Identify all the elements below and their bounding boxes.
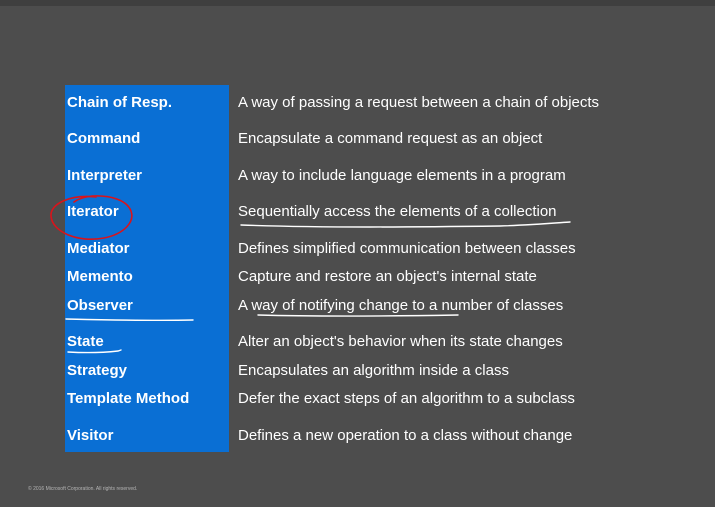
table-row	[0, 237, 715, 261]
table-row	[0, 265, 715, 289]
pattern-name: Memento	[67, 268, 133, 285]
pattern-name: Mediator	[67, 240, 130, 257]
table-row	[0, 91, 715, 115]
table-row	[0, 387, 715, 411]
pattern-name: State	[67, 333, 104, 350]
top-bar	[0, 0, 715, 6]
pattern-description: Sequentially access the elements of a collection	[238, 203, 557, 220]
pattern-description: A way of passing a request between a chain of objects	[238, 94, 600, 111]
pattern-name: Command	[67, 130, 141, 147]
table-row	[0, 294, 715, 318]
pattern-description: Defer the exact steps of an algorithm to a subclass	[238, 390, 575, 407]
table-row	[0, 127, 715, 151]
table-row	[0, 330, 715, 354]
pattern-name: Strategy	[67, 362, 128, 379]
table-row	[0, 424, 715, 448]
table-row	[0, 164, 715, 188]
pattern-name: Visitor	[67, 427, 114, 444]
pattern-description: A way to include language elements in a program	[238, 167, 566, 184]
pattern-description: Encapsulate a command request as an object	[238, 130, 543, 147]
pattern-description: A way of notifying change to a number of classes	[238, 297, 564, 314]
pattern-description: Capture and restore an object's internal state	[238, 268, 537, 285]
pattern-description: Defines simplified communication between classes	[238, 240, 576, 257]
pattern-name: Interpreter	[67, 167, 143, 184]
copyright-footer: © 2016 Microsoft Corporation. All rights reserved.	[28, 486, 138, 492]
table-row	[0, 200, 715, 224]
table-row	[0, 359, 715, 383]
pattern-name: Chain of Resp.	[67, 94, 173, 111]
pattern-name: Observer	[67, 297, 133, 314]
pattern-description: Encapsulates an algorithm inside a class	[238, 362, 509, 379]
pattern-name: Iterator	[67, 203, 119, 220]
pattern-description: Alter an object's behavior when its state changes	[238, 333, 563, 350]
pattern-description: Defines a new operation to a class without change	[238, 427, 573, 444]
pattern-name: Template Method	[67, 390, 190, 407]
